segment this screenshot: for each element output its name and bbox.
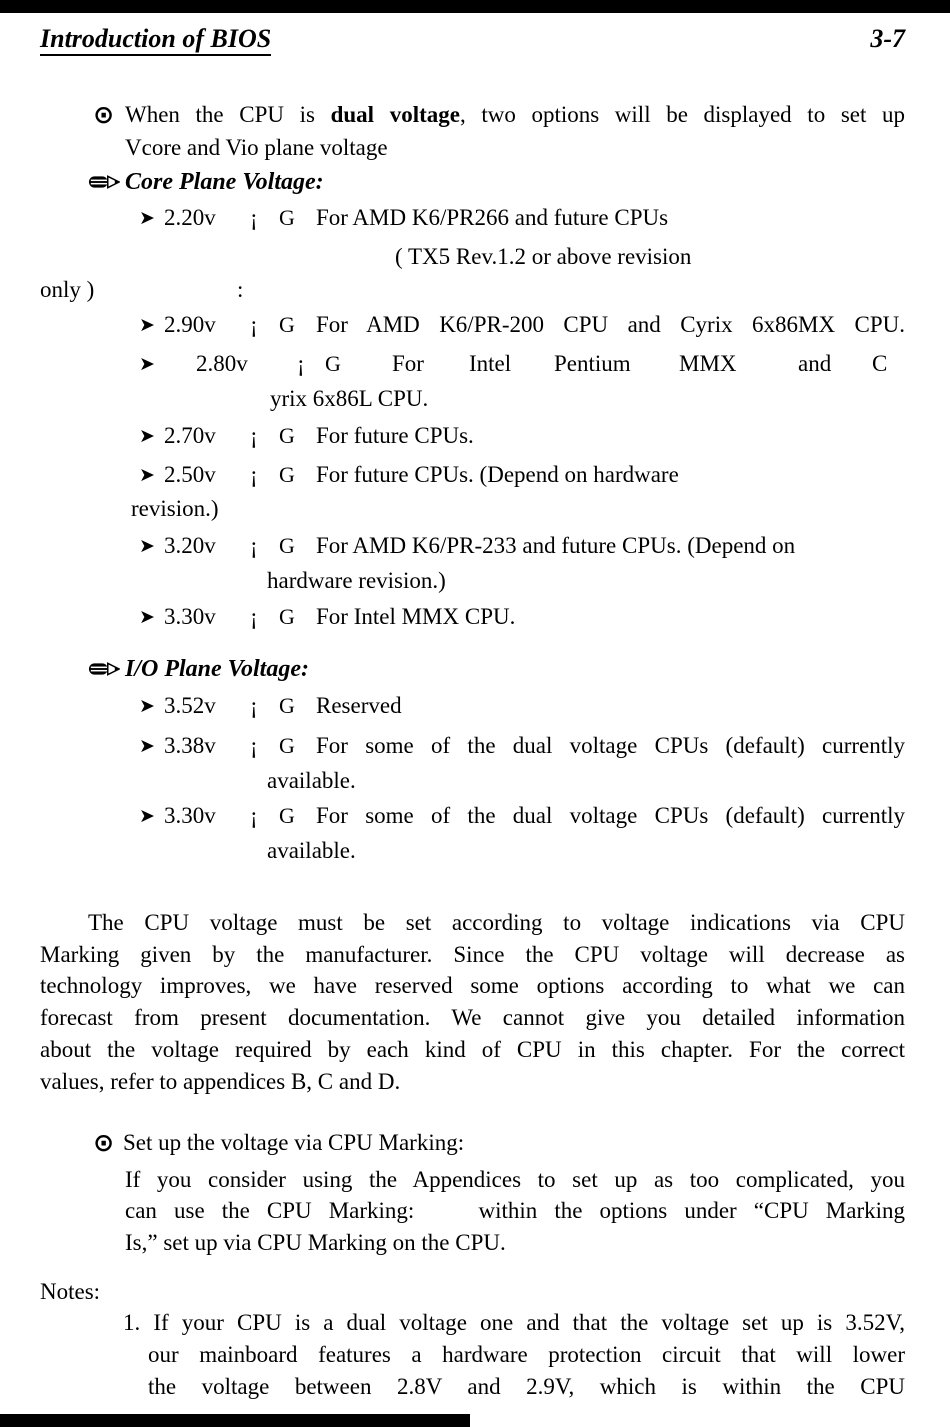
voltage-option-row <box>0 731 950 761</box>
target-bullet-icon: ⊙ <box>93 100 114 129</box>
glyph-g: G <box>279 693 295 718</box>
glyph-inverted-exclamation: ¡ <box>250 533 258 558</box>
voltage-description-word: and <box>798 351 832 376</box>
glyph-inverted-exclamation: ¡ <box>250 604 258 629</box>
target-bullet <box>93 100 114 130</box>
glyph-g: G <box>325 351 341 376</box>
voltage-description: For AMD K6/PR-200 CPU and Cyrix 6x86MX CPU. <box>316 312 905 337</box>
voltage-value: 3.38v <box>164 733 216 758</box>
glyph-g: G <box>279 533 295 558</box>
pencil-icon <box>88 661 120 677</box>
arrowhead-icon: ➤ <box>139 695 155 717</box>
arrowhead-icon: ➤ <box>139 805 155 827</box>
stray-colon: : <box>237 277 244 302</box>
voltage-option-row <box>0 602 950 632</box>
voltage-value: 3.30v <box>164 604 216 629</box>
paragraph-line: about the voltage required by each kind of CPU in this chapter. For the correct <box>40 1037 905 1062</box>
voltage-value: 3.52v <box>164 693 216 718</box>
glyph-g: G <box>279 423 295 448</box>
voltage-description: For some of the dual voltage CPUs (default) currently <box>316 803 905 828</box>
core-section-heading <box>0 167 950 197</box>
note-line: our mainboard features a hardware protection circuit that will lower <box>148 1342 905 1367</box>
section-heading-label: Core Plane Voltage: <box>125 169 324 195</box>
continuation-line: hardware revision.) <box>267 568 446 593</box>
paragraph-line: values, refer to appendices B, C and D. <box>40 1069 401 1094</box>
voltage-option-row <box>0 310 950 340</box>
glyph-inverted-exclamation: ¡ <box>250 803 258 828</box>
continuation-line: revision.) <box>131 496 219 521</box>
intro-text-pre: When the CPU is <box>125 102 331 127</box>
voltage-description-word: C <box>872 351 888 376</box>
voltage-option-row <box>0 801 950 831</box>
voltage-description: For some of the dual voltage CPUs (default) currently <box>316 733 905 758</box>
header-title: Introduction of BIOS <box>40 24 271 56</box>
target-bullet <box>93 1128 114 1158</box>
voltage-value: 2.50v <box>164 462 216 487</box>
page-number: 3-7 <box>870 24 905 53</box>
voltage-description-word: For <box>392 351 424 376</box>
marking-heading: Set up the voltage via CPU Marking: <box>123 1130 465 1155</box>
voltage-option-row <box>0 531 950 561</box>
arrowhead-icon: ➤ <box>139 207 155 229</box>
glyph-g: G <box>279 604 295 629</box>
voltage-description-word: MMX <box>679 351 737 376</box>
io-section-heading <box>0 654 950 684</box>
marking-line: If you consider using the Appendices to set up as too complicated, you <box>125 1167 905 1192</box>
arrowhead-icon: ➤ <box>139 464 155 486</box>
arrowhead-icon: ➤ <box>139 735 155 757</box>
voltage-option-row <box>0 460 950 490</box>
paragraph-line: Marking given by the manufacturer. Since the CPU voltage will decrease as <box>40 942 905 967</box>
glyph-inverted-exclamation: ¡ <box>250 312 258 337</box>
arrowhead-icon: ➤ <box>139 314 155 336</box>
marking-line: Is,” set up via CPU Marking on the CPU. <box>125 1230 506 1255</box>
voltage-description-word: Pentium <box>554 351 631 376</box>
glyph-inverted-exclamation: ¡ <box>297 351 305 376</box>
paragraph-line: technology improves, we have reserved some options according to what we can <box>40 973 905 998</box>
glyph-g: G <box>279 733 295 758</box>
intro-line-1 <box>125 100 905 130</box>
glyph-inverted-exclamation: ¡ <box>250 462 258 487</box>
voltage-description: Reserved <box>316 693 402 718</box>
note-line: 1. If your CPU is a dual voltage one and that the voltage set up is 3.52V, <box>123 1310 905 1335</box>
voltage-value: 2.70v <box>164 423 216 448</box>
voltage-value: 2.90v <box>164 312 216 337</box>
paragraph-line: forecast from present documentation. We cannot give you detailed information <box>40 1005 905 1030</box>
pencil-icon <box>88 174 120 190</box>
paragraph-line: The CPU voltage must be set according to voltage indications via CPU <box>88 910 905 935</box>
page-header <box>40 24 271 54</box>
intro-text-post: , two options will be displayed to set up <box>459 102 905 127</box>
voltage-description: For Intel MMX CPU. <box>316 604 516 629</box>
voltage-value: 2.20v <box>164 205 216 230</box>
top-edge-scan-bar <box>0 0 950 13</box>
intro-bold: dual voltage <box>330 102 460 127</box>
glyph-inverted-exclamation: ¡ <box>250 423 258 448</box>
intro-line-2: Vcore and Vio plane voltage <box>125 135 388 160</box>
voltage-value: 3.30v <box>164 803 216 828</box>
voltage-option-row <box>0 203 950 233</box>
voltage-value: 2.80v <box>196 351 248 376</box>
only-note-line: only ) : <box>0 275 950 305</box>
target-bullet-icon: ⊙ <box>93 1128 114 1157</box>
voltage-description-word: Intel <box>469 351 512 376</box>
glyph-g: G <box>279 462 295 487</box>
tx5-note-line: ( TX5 Rev.1.2 or above revision <box>395 244 692 269</box>
notes-heading: Notes: <box>40 1279 101 1304</box>
voltage-option-row <box>0 349 950 379</box>
glyph-inverted-exclamation: ¡ <box>250 205 258 230</box>
voltage-description: For AMD K6/PR266 and future CPUs <box>316 205 669 230</box>
continuation-line: available. <box>267 768 356 793</box>
voltage-description: For AMD K6/PR-233 and future CPUs. (Depend on <box>316 533 796 558</box>
continuation-line: available. <box>267 838 356 863</box>
glyph-g: G <box>279 803 295 828</box>
note-line: the voltage between 2.8V and 2.9V, which is within the CPU <box>148 1374 905 1399</box>
glyph-g: G <box>279 205 295 230</box>
voltage-value: 3.20v <box>164 533 216 558</box>
arrowhead-icon: ➤ <box>139 353 155 375</box>
voltage-description: For future CPUs. <box>316 423 474 448</box>
marking-line: can use the CPU Marking: within the options under “CPU Marking <box>125 1198 905 1223</box>
glyph-inverted-exclamation: ¡ <box>250 733 258 758</box>
section-heading-label: I/O Plane Voltage: <box>125 656 309 682</box>
voltage-description: For future CPUs. (Depend on hardware <box>316 462 679 487</box>
voltage-option-row <box>0 691 950 721</box>
arrowhead-icon: ➤ <box>139 606 155 628</box>
arrowhead-icon: ➤ <box>139 425 155 447</box>
arrowhead-icon: ➤ <box>139 535 155 557</box>
continuation-line: yrix 6x86L CPU. <box>270 386 429 411</box>
glyph-inverted-exclamation: ¡ <box>250 693 258 718</box>
glyph-g: G <box>279 312 295 337</box>
voltage-option-row <box>0 421 950 451</box>
bottom-edge-scan-bar <box>0 1414 470 1427</box>
